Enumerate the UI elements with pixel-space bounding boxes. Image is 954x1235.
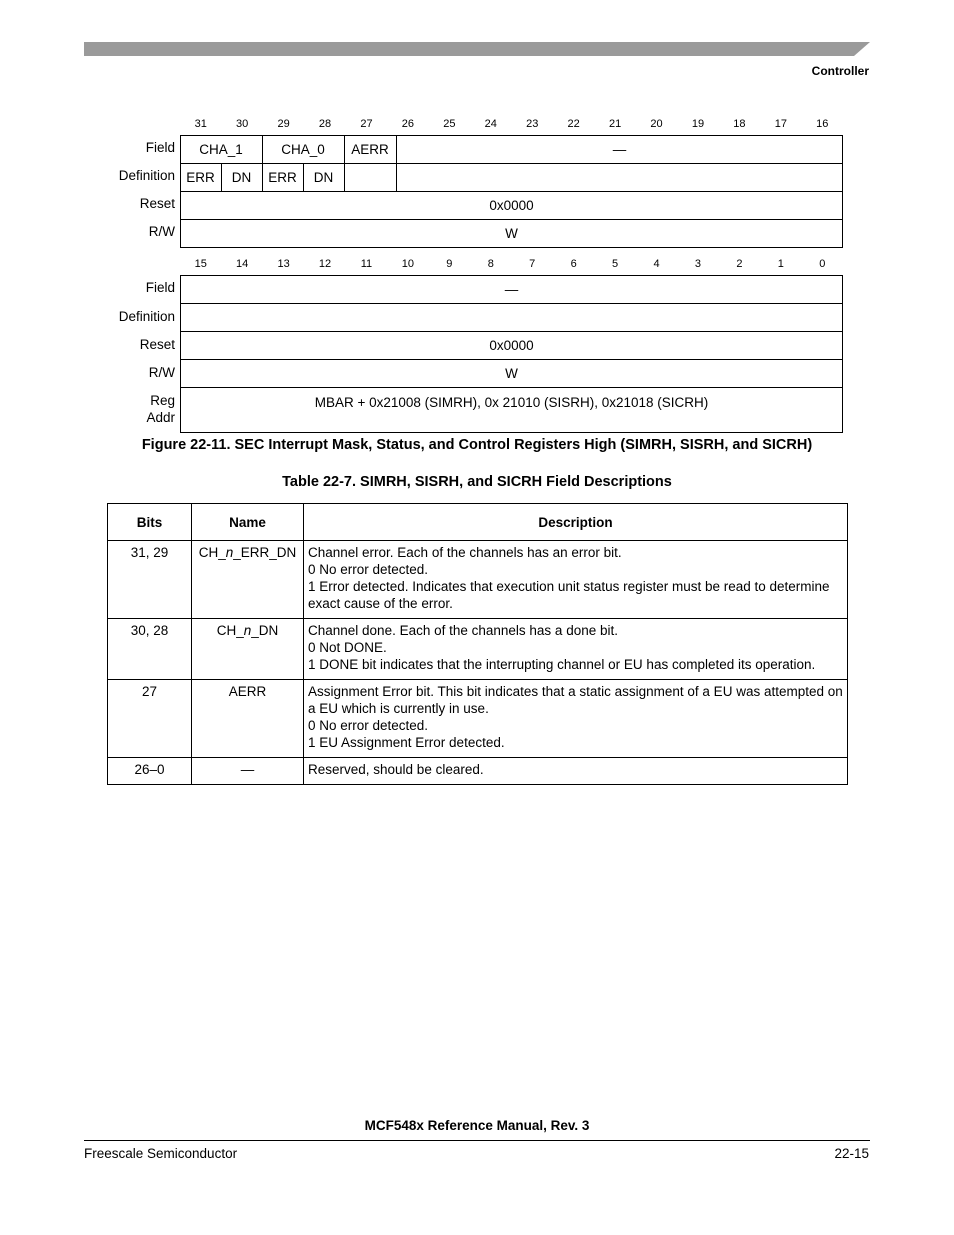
bit-number: 7 — [529, 258, 536, 270]
cell-bits: 31, 29 — [108, 541, 192, 619]
bit-number: 10 — [401, 258, 415, 270]
header-bits: Bits — [108, 504, 192, 541]
cell-description — [304, 541, 848, 619]
table-row — [108, 758, 848, 785]
bit-number: 12 — [318, 258, 332, 270]
name-part: — — [240, 762, 255, 777]
row-label-field: Field — [145, 140, 175, 155]
table-row — [108, 680, 848, 758]
description-line: Reserved, should be cleared. — [308, 762, 484, 777]
definition-dn-0: DN — [313, 169, 334, 185]
bit-number: 25 — [443, 118, 456, 130]
field-reserved-lower: — — [504, 281, 519, 297]
bit-number: 9 — [446, 258, 453, 270]
cell-description — [304, 680, 848, 758]
description-line: 1 Error detected. Indicates that execution unit status register must be read to determine exact cause of the error. — [308, 579, 830, 611]
description-line: Channel error. Each of the channels has an error bit. — [308, 545, 622, 560]
bit-number: 31 — [194, 118, 207, 130]
name-part: n — [225, 545, 234, 560]
field-cha1: CHA_1 — [199, 141, 243, 157]
cell-bits: 26–0 — [108, 758, 192, 785]
field-descriptions-table — [107, 503, 848, 785]
bit-number: 27 — [360, 118, 373, 130]
description-line: Assignment Error bit. This bit indicates that a static assignment of a EU was attempted on a EU which is currently in use. — [308, 684, 843, 716]
row-label-definition: Definition — [118, 309, 175, 324]
description-line: 1 EU Assignment Error detected. — [308, 735, 505, 750]
row-label-addr: Addr — [146, 410, 175, 425]
bit-number: 4 — [653, 258, 660, 270]
definition-err-1: ERR — [186, 169, 215, 185]
page-number: 22-15 — [834, 1146, 869, 1161]
bit-number: 17 — [774, 118, 787, 130]
name-part: n — [243, 623, 252, 638]
reset-value-lower: 0x0000 — [489, 337, 534, 353]
bit-number: 14 — [236, 258, 249, 270]
bit-number: 20 — [650, 118, 663, 130]
bit-number: 13 — [277, 258, 290, 270]
section-title: Controller — [811, 64, 869, 78]
bit-number: 22 — [567, 118, 580, 130]
cell-bits: 30, 28 — [108, 619, 192, 680]
table-row — [108, 541, 848, 619]
rw-value-upper: W — [505, 225, 518, 241]
name-part: _DN — [251, 623, 279, 638]
definition-err-0: ERR — [268, 169, 297, 185]
bit-number: 1 — [777, 258, 784, 270]
rw-value-lower: W — [505, 365, 518, 381]
bit-number: 6 — [570, 258, 577, 270]
header-description: Description — [304, 504, 848, 541]
name-part: AERR — [228, 684, 267, 699]
cell-name — [192, 758, 304, 785]
register-address: MBAR + 0x21008 (SIMRH), 0x 21010 (SISRH), 0x21018 (SICRH) — [314, 394, 709, 410]
description-line: Channel done. Each of the channels has a done bit. — [308, 623, 618, 638]
bit-number: 11 — [360, 258, 373, 270]
table-row — [108, 619, 848, 680]
bit-number: 16 — [816, 118, 829, 130]
bit-number: 8 — [487, 258, 494, 270]
description-line: 1 DONE bit indicates that the interrupting channel or EU has completed its operation. — [308, 657, 816, 672]
description-line: 0 Not DONE. — [308, 640, 387, 655]
row-label-reg: Reg — [150, 393, 175, 408]
name-part: CH_ — [216, 623, 244, 638]
row-label-rw: R/W — [148, 365, 175, 380]
row-label-reset: Reset — [139, 337, 175, 352]
bit-number: 15 — [194, 258, 207, 270]
cell-name — [192, 619, 304, 680]
bit-number: 30 — [236, 118, 249, 130]
name-part: CH_ — [198, 545, 226, 560]
bit-number: 3 — [694, 258, 702, 270]
bit-number: 21 — [608, 118, 622, 130]
reset-value-upper: 0x0000 — [489, 197, 534, 213]
field-reserved: — — [612, 141, 627, 157]
figure-caption: Figure 22-11. SEC Interrupt Mask, Status, and Control Registers High (SIMRH, SISRH, and SICRH) — [141, 437, 813, 453]
manual-title: MCF548x Reference Manual, Rev. 3 — [364, 1118, 590, 1133]
cell-description — [304, 619, 848, 680]
bit-number: 0 — [819, 258, 826, 270]
row-label-field: Field — [145, 280, 175, 295]
field-aerr: AERR — [351, 141, 389, 157]
bit-number: 29 — [277, 118, 290, 130]
cell-name — [192, 541, 304, 619]
cell-bits: 27 — [108, 680, 192, 758]
description-line: 0 No error detected. — [308, 718, 429, 733]
header-band — [84, 42, 870, 56]
cell-description — [304, 758, 848, 785]
name-part: _ERR_DN — [233, 545, 297, 560]
table-caption: Table 22-7. SIMRH, SISRH, and SICRH Field Descriptions — [282, 474, 672, 490]
bit-number: 28 — [318, 118, 332, 130]
row-label-rw: R/W — [148, 224, 175, 239]
bit-number: 23 — [526, 118, 539, 130]
row-label-reset: Reset — [139, 196, 175, 211]
bit-number: 18 — [733, 118, 746, 130]
bit-number: 26 — [401, 118, 415, 130]
bit-number: 2 — [736, 258, 743, 270]
description-line: 0 No error detected. — [308, 562, 429, 577]
cell-name — [192, 680, 304, 758]
row-label-definition: Definition — [118, 168, 175, 183]
header-name: Name — [192, 504, 304, 541]
bit-number: 19 — [691, 118, 705, 130]
company-name: Freescale Semiconductor — [84, 1146, 238, 1161]
definition-dn-1: DN — [231, 169, 252, 185]
bit-number: 24 — [484, 118, 497, 130]
bit-number: 5 — [612, 258, 619, 270]
footer-divider — [84, 1140, 870, 1141]
field-cha0: CHA_0 — [281, 141, 325, 157]
table-header-row — [108, 504, 848, 541]
